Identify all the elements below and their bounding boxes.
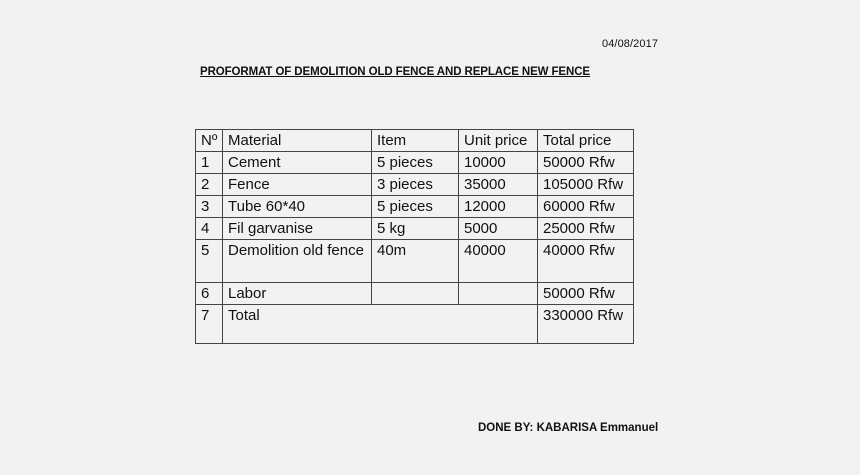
cell-item: 3 pieces <box>372 174 459 196</box>
cell-total-price: 105000 Rfw <box>538 174 634 196</box>
table-row <box>196 174 634 196</box>
header-material: Material <box>223 130 372 152</box>
header-item: Item <box>372 130 459 152</box>
cell-material: Fence <box>223 174 372 196</box>
cell-grand-total: 330000 Rfw <box>538 305 634 344</box>
cell-unit-price: 35000 <box>459 174 538 196</box>
cell-total-price: 40000 Rfw <box>538 240 634 283</box>
header-total-price: Total price <box>538 130 634 152</box>
cell-no: 1 <box>196 152 223 174</box>
document-date: 04/08/2017 <box>602 38 659 50</box>
table-header-row <box>196 130 634 152</box>
table-row <box>196 152 634 174</box>
cell-no: 7 <box>196 305 223 344</box>
table-row <box>196 283 634 305</box>
cell-item: 5 pieces <box>372 196 459 218</box>
table-total-row <box>196 305 634 344</box>
cell-unit-price: 12000 <box>459 196 538 218</box>
cell-no: 2 <box>196 174 223 196</box>
cell-unit-price <box>459 283 538 305</box>
cell-material: Labor <box>223 283 372 305</box>
cell-total-price: 50000 Rfw <box>538 283 634 305</box>
table-row <box>196 240 634 283</box>
cell-material: Fil garvanise <box>223 218 372 240</box>
table-row <box>196 218 634 240</box>
cell-item: 5 pieces <box>372 152 459 174</box>
cell-material: Cement <box>223 152 372 174</box>
cell-item: 40m <box>372 240 459 283</box>
cell-total-label: Total <box>223 305 538 344</box>
cell-material: Tube 60*40 <box>223 196 372 218</box>
cell-no: 3 <box>196 196 223 218</box>
cell-total-price: 50000 Rfw <box>538 152 634 174</box>
proforma-table <box>195 129 634 344</box>
table-row <box>196 196 634 218</box>
header-no: Nº <box>196 130 223 152</box>
cell-item <box>372 283 459 305</box>
signature-line: DONE BY: KABARISA Emmanuel <box>478 422 659 434</box>
cell-material: Demolition old fence <box>223 240 372 283</box>
cell-total-price: 25000 Rfw <box>538 218 634 240</box>
cell-no: 4 <box>196 218 223 240</box>
cell-unit-price: 10000 <box>459 152 538 174</box>
cell-item: 5 kg <box>372 218 459 240</box>
cell-unit-price: 40000 <box>459 240 538 283</box>
cell-total-price: 60000 Rfw <box>538 196 634 218</box>
header-unit-price: Unit price <box>459 130 538 152</box>
document-title: PROFORMAT OF DEMOLITION OLD FENCE AND REPLACE NEW FENCE <box>200 66 590 78</box>
cell-no: 6 <box>196 283 223 305</box>
cell-unit-price: 5000 <box>459 218 538 240</box>
cell-no: 5 <box>196 240 223 283</box>
